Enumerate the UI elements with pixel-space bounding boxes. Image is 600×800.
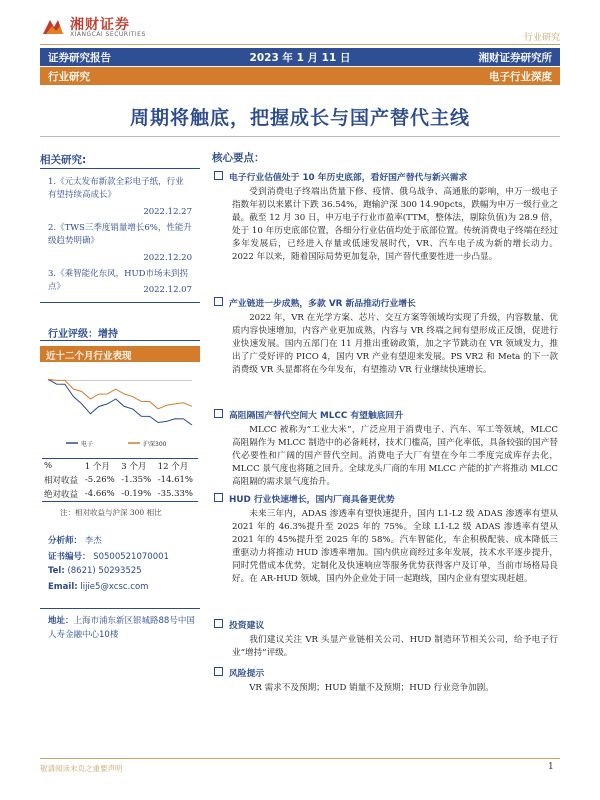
checkbox-icon <box>214 667 223 676</box>
section-paragraph: MLCC 被称为“工业大米”，广泛应用于消费电子、汽车、军工等领域，MLCC 高阻隔作为 MLCC 制造中的必备耗材，技术门槛高，国产化率低，具备较强的国产替代必要性和广阔的国产替代空间。消费电子大厂有望在今年二季度完成库存去化，MLCC 景气度也将随之回升。全球龙头厂商的车用 MLCC 产能的扩产将推动 MLCC 高阻隔的需求景气度抬升。 <box>232 425 558 488</box>
checkbox-icon <box>214 297 223 306</box>
related-link[interactable]: 1.《元太发布新款全彩电子纸，行业有望持续高成长》 <box>48 177 184 200</box>
table-header-cell: 1 个月 <box>83 459 119 474</box>
report-date: 2023 年 1 月 11 日 <box>249 52 351 64</box>
header-band-secondary <box>40 67 560 85</box>
header-band-primary <box>40 48 560 66</box>
performance-chart <box>42 364 198 454</box>
section-paragraph: 2022 年，VR 在光学方案、芯片、交互方案等领域均实现了升级，内容数量、优质内容快速增加，内容产业更加成熟，内容与 VR 终端之间有望形成正反馈，促进行业快速发展。国内五部门在 11 月推出重磅政策，加之字节跳动在 VR 领域发力，推出了广受好评的 PICO 4，国内 VR 产业有望迎来发展。PS VR2 和 Meta 的下一款消费级 VR 头显都将在今年发布，有望推动 VR 行业继续快速增长。 <box>232 313 558 376</box>
page-number: 1 <box>548 762 554 772</box>
table-cell: -35.33% <box>156 487 198 502</box>
disclaimer-note: 敬请阅读末页之重要声明 <box>40 764 123 773</box>
address-text: 上海市浦东新区银城路88号中国人寿金融中心10楼 <box>48 616 195 640</box>
related-date: 2022.12.27 <box>143 207 192 217</box>
section-heading-text: 投资建议 <box>229 621 265 631</box>
section-heading <box>214 666 560 679</box>
section-heading-text: 产业链进一步成熟，多款 VR 新品推动行业增长 <box>229 299 416 309</box>
email-link[interactable]: lijie5@xcsc.com <box>80 582 149 592</box>
analyst-label: 分析师： <box>48 536 83 546</box>
table-header-cell: 12 个月 <box>156 459 198 474</box>
email-line <box>48 582 148 592</box>
related-date: 2022.12.07 <box>143 285 192 295</box>
sidebar-rule <box>40 302 200 303</box>
table-note: 注：相对收益与沪深 300 相比 <box>60 508 162 517</box>
chart-series-line <box>48 379 192 425</box>
checkbox-icon <box>214 171 223 180</box>
table-row <box>42 487 198 502</box>
table-cell: 相对收益 <box>44 476 79 486</box>
section-heading <box>214 170 560 183</box>
analyst-line <box>48 534 102 546</box>
chart-title-band <box>40 346 200 362</box>
address-block <box>48 614 198 642</box>
research-category: 行业研究 <box>48 71 90 83</box>
logo-text: 湘财证券 <box>70 17 130 33</box>
table-cell: 绝对收益 <box>42 487 83 502</box>
section-heading-text: 高阻隔国产替代空间大 MLCC 有望触底回升 <box>229 411 404 421</box>
page-title: 周期将触底，把握成长与国产替代主线 <box>129 107 470 129</box>
checkbox-icon <box>214 493 223 502</box>
related-research-title: 相关研究: <box>40 154 87 166</box>
section-paragraph: 我们建议关注 VR 头显产业链相关公司、HUD 制造环节相关公司，给予电子行业“增持”评级。 <box>232 635 558 659</box>
performance-table <box>42 458 198 502</box>
related-link[interactable]: 2.《TWS三季度销量增长6%，性能升级趋势明确》 <box>48 223 192 246</box>
sidebar-rule <box>40 608 200 609</box>
related-link[interactable]: 3.《乘智能化东风，HUD市场未到拐点》 <box>48 269 189 292</box>
table-header-row <box>42 459 198 474</box>
section-heading <box>214 618 560 631</box>
table-header-cell: % <box>42 459 83 474</box>
table-cell: -0.19% <box>119 487 155 502</box>
section-heading-text: HUD 行业快速增长，国内厂商具备更优势 <box>229 495 395 505</box>
cert-label: 证书编号： <box>48 552 91 562</box>
legend-label: 沪深300 <box>143 441 167 448</box>
footer-rule <box>40 758 560 759</box>
core-points-title: 核心要点： <box>212 152 265 164</box>
cert-line <box>48 550 169 562</box>
sidebar-rule <box>40 168 200 169</box>
chart-series-line <box>48 379 192 409</box>
report-label: 证券研究报告 <box>48 52 111 64</box>
email-label: Email: <box>48 582 78 592</box>
cert-number: S0500521070001 <box>93 552 169 562</box>
table-cell: -5.26% <box>84 475 115 485</box>
tel-line <box>48 566 142 576</box>
report-type-tag: 行业研究 <box>523 33 560 43</box>
table-cell: -14.61% <box>157 475 194 485</box>
analyst-name: 李杰 <box>84 536 102 546</box>
section-heading <box>214 296 560 309</box>
section-heading-text: 风险提示 <box>229 669 265 679</box>
section-heading <box>214 408 560 421</box>
tel-label: Tel: <box>48 566 65 576</box>
title-rule <box>40 136 560 137</box>
section-heading <box>214 492 560 505</box>
industry-rating: 行业评级：增持 <box>48 329 118 340</box>
address-label: 地址： <box>48 616 74 626</box>
table-cell: -1.35% <box>121 475 152 485</box>
header-rule <box>40 44 560 45</box>
sidebar-rule <box>40 340 200 341</box>
logo-text-en: XIANGCAI SECURITIES <box>70 31 146 38</box>
report-subject: 电子行业深度 <box>489 71 552 83</box>
legend-label: 电子 <box>81 441 94 448</box>
table-cell: -4.66% <box>83 487 119 502</box>
institute-name: 湘财证券研究所 <box>478 52 552 64</box>
section-paragraph: 受到消费电子终端出货量下修、疫情、俄乌战争、高通胀的影响，申万一级电子指数年初以来累计下跌 36.54%，跑输沪深 300 14.90pcts，跌幅为申万一级行业之最。截至 12 月 30 日，申万电子行业市盈率(TTM，整体法，剔除负值)为 28.9 倍，处于 10 年历史底部位置，各细分行业估值均处于底部位置。传统消费电子终端在经过多年发展后，已经进入存量或低速发展时代，VR、汽车电子成为新的增长动力。2022 年以来，随着国际局势更加复杂，国产替代重要性进一步凸显。 <box>232 187 558 263</box>
section-paragraph: 未来三年内，ADAS 渗透率有望快速提升，国内 L1-L2 级 ADAS 渗透率有望从 2021 年的 46.3%提升至 2025 年的 75%。全球 L1-L2 级 ADAS 渗透率有望从 2021 年的 45%提升至 2025 年的 58%。汽车智能化，车企积极配装、成本降低三重驱动力将推动 HUD 渗透率增加。国内供应商经过多年发展，技术水平逐步提升，同时凭借成本优势，定制化及快速响应等服务优势获得客户及订单，当前市场格局良好。在 AR-HUD 领域，国内外企业处于同一起跑线，国内企业有望实现赶超。 <box>232 509 558 585</box>
checkbox-icon <box>214 409 223 418</box>
chart-title: 近十二个月行业表现 <box>46 351 132 362</box>
table-row <box>42 473 198 487</box>
section-heading-text: 电子行业估值处于 10 年历史底部，看好国产替代与新兴需求 <box>229 173 468 183</box>
section-paragraph: VR 需求不及预期；HUD 销量不及预期；HUD 行业竞争加剧。 <box>249 683 494 693</box>
checkbox-icon <box>214 619 223 628</box>
company-logo-icon <box>40 14 66 40</box>
table-header-cell: 3 个月 <box>119 459 155 474</box>
related-date: 2022.12.20 <box>143 253 192 263</box>
tel-number: (8621) 50293525 <box>67 566 142 576</box>
